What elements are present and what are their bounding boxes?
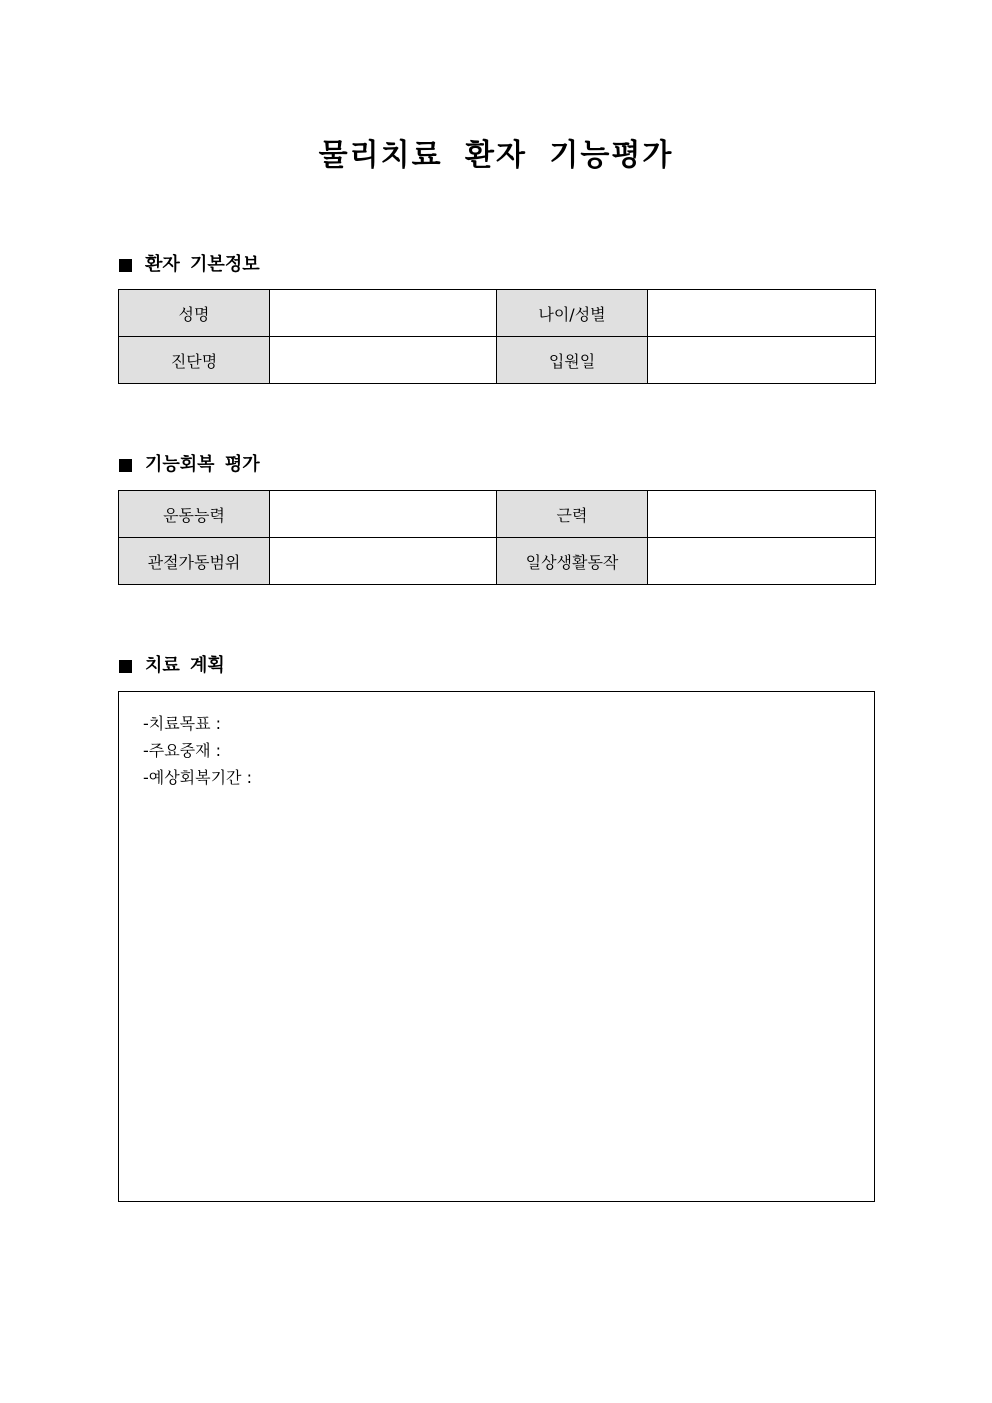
name-field[interactable] bbox=[270, 290, 497, 337]
age-gender-field[interactable] bbox=[648, 290, 876, 337]
diagnosis-label: 진단명 bbox=[119, 337, 270, 384]
age-gender-label: 나이/성별 bbox=[497, 290, 648, 337]
section-heading-label: 기능회복 평가 bbox=[145, 454, 260, 475]
main-intervention-line: -주요중재 : bbox=[143, 741, 222, 760]
table-row bbox=[119, 337, 876, 384]
range-of-motion-label: 관절가동범위 bbox=[119, 538, 270, 585]
table-row bbox=[119, 538, 876, 585]
square-bullet-icon bbox=[119, 259, 132, 272]
basic-info-table bbox=[118, 289, 876, 384]
treatment-goal-line: -치료목표 : bbox=[143, 714, 222, 733]
section-heading-basic-info bbox=[119, 253, 260, 277]
treatment-plan-box[interactable] bbox=[118, 691, 875, 1202]
expected-recovery-line: -예상회복기간 : bbox=[143, 768, 252, 787]
function-eval-table bbox=[118, 490, 876, 585]
name-label: 성명 bbox=[119, 290, 270, 337]
page-title: 물리치료 환자 기능평가 bbox=[318, 138, 674, 173]
section-heading-treatment-plan bbox=[119, 654, 225, 678]
section-heading-function-eval bbox=[119, 453, 260, 477]
motor-ability-label: 운동능력 bbox=[119, 491, 270, 538]
section-heading-label: 환자 기본정보 bbox=[145, 254, 260, 275]
range-of-motion-field[interactable] bbox=[270, 538, 497, 585]
adl-field[interactable] bbox=[648, 538, 876, 585]
square-bullet-icon bbox=[119, 459, 132, 472]
treatment-plan-lines bbox=[143, 710, 252, 791]
admission-date-field[interactable] bbox=[648, 337, 876, 384]
diagnosis-field[interactable] bbox=[270, 337, 497, 384]
adl-label: 일상생활동작 bbox=[497, 538, 648, 585]
admission-date-label: 입원일 bbox=[497, 337, 648, 384]
motor-ability-field[interactable] bbox=[270, 491, 497, 538]
table-row bbox=[119, 491, 876, 538]
muscle-strength-field[interactable] bbox=[648, 491, 876, 538]
table-row bbox=[119, 290, 876, 337]
muscle-strength-label: 근력 bbox=[497, 491, 648, 538]
square-bullet-icon bbox=[119, 660, 132, 673]
section-heading-label: 치료 계획 bbox=[145, 655, 225, 676]
